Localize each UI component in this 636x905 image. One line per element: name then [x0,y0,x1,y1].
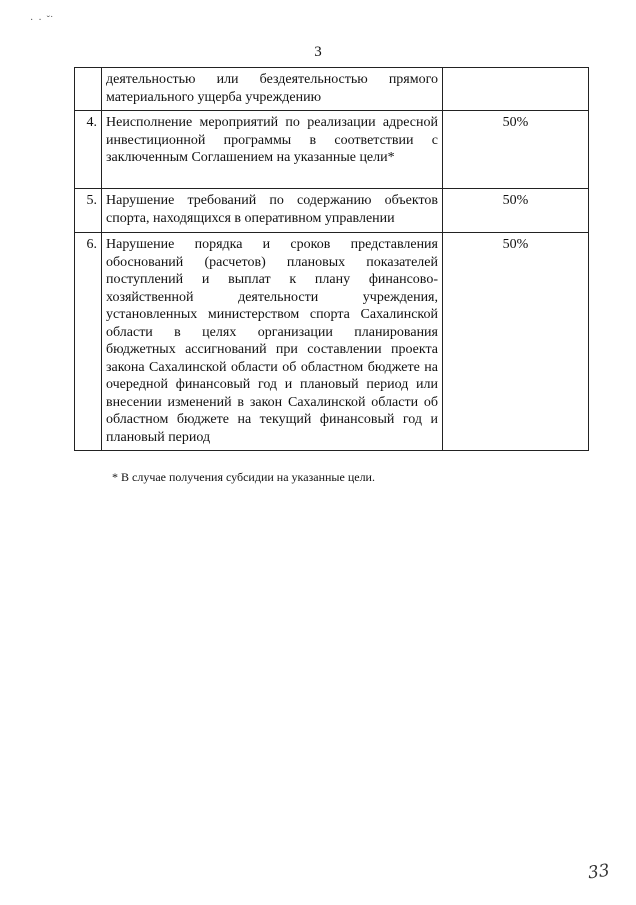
row-number: 5. [75,189,102,233]
row-percent: 50% [443,189,589,233]
table-row [75,68,589,111]
row-number: 4. [75,111,102,189]
row-number [75,68,102,111]
row-description: Нарушение требований по содержанию объектов спорта, находящихся в оперативном управлении [102,189,443,233]
row-number: 6. [75,233,102,451]
table-row [75,111,589,189]
row-percent: 50% [443,111,589,189]
scan-artifact-marks: · · ˇ˙ [30,15,54,26]
footnote: * В случае получения субсидии на указанные цели. [112,470,375,484]
row-description: Неисполнение мероприятий по реализации адресной инвестиционной программы в соответствии с заключенным Соглашением на указанные цели* [102,111,443,189]
handwritten-page-mark: 33 [586,860,611,884]
row-percent: 50% [443,233,589,451]
row-percent [443,68,589,111]
page-number: 3 [314,44,322,60]
table-row [75,189,589,233]
row-description: деятельностью или бездеятельностью прямого материального ущерба учреждению [102,68,443,111]
table-row [75,233,589,451]
penalty-table [74,67,589,451]
row-description: Нарушение порядка и сроков представления обоснований (расчетов) плановых показателей поступлений и выплат к плану финансово-хозяйственной деятельности учреждения, установленных министерством спорта Сахалинской области в целях организации планирования бюджетных ассигнований при составлении проекта закона Сахалинской области об областном бюджете на очередной финансовый год и плановый период или внесении изменений в закон Сахалинской области об областном бюджете на текущий финансовый год и плановый период [102,233,443,451]
